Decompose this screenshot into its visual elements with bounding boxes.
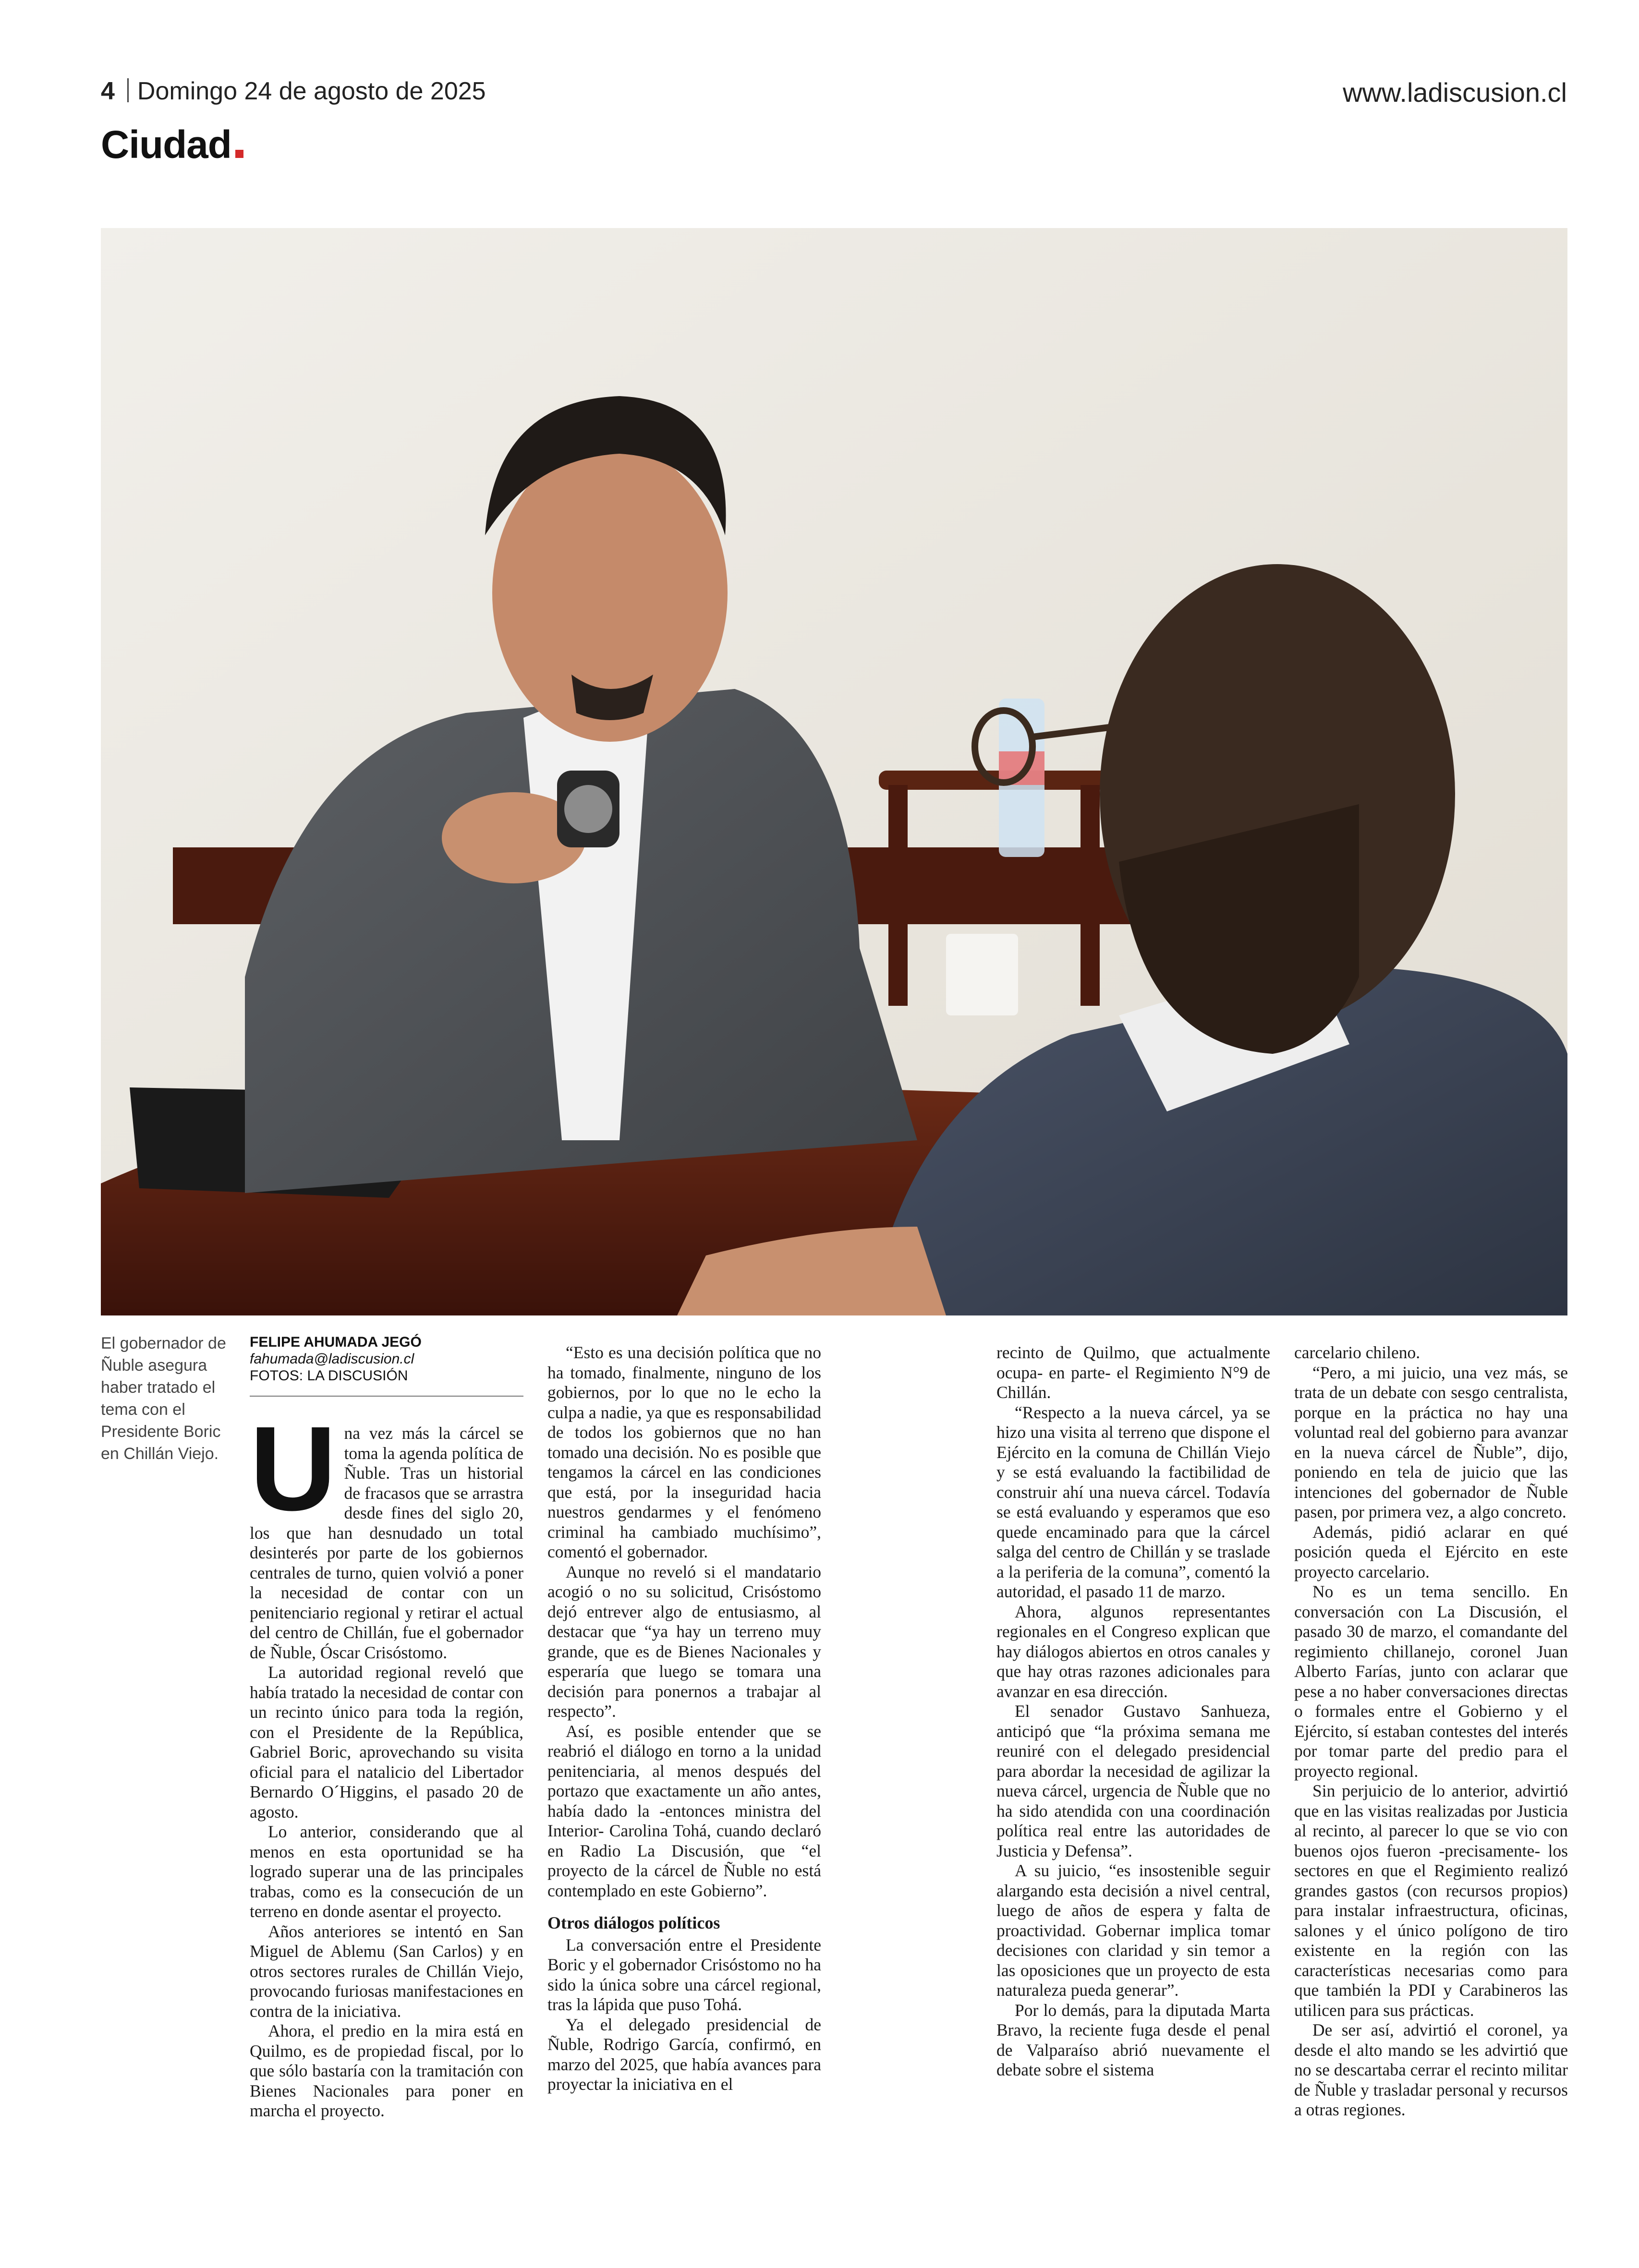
paragraph: La autoridad regional reveló que había tratado la necesidad de contar con un recinto único para toda la región, con el Presidente de la República, Gabriel Boric, aprovechando su visita oficial para el natalicio del Libertador Bernardo O´Higgins, el pasado 20 de agosto. bbox=[250, 1663, 523, 1822]
paragraph: De ser así, advirtió el coronel, ya desde el alto mando se les advirtió que no se descartaba cerrar el recinto militar de Ñuble y trasladar personal y recursos a otras regiones. bbox=[1294, 2020, 1568, 2119]
paragraph-continued: carcelario chileno. bbox=[1294, 1343, 1420, 1362]
drop-cap: U bbox=[250, 1401, 337, 1535]
section-accent-dot bbox=[235, 150, 243, 158]
article-photo bbox=[101, 228, 1567, 1315]
paragraph: Aunque no reveló si el mandatario acogió o no su solicitud, Crisóstomo dejó entrever algo de entusiasmo, al destacar que “ya hay un terreno muy grande, que es de Bienes Nacionales y esperaría que luego se tomara una decisión para ponernos a trabajar al respecto”. bbox=[547, 1562, 821, 1721]
page-folio bbox=[101, 77, 486, 106]
byline bbox=[250, 1334, 523, 1397]
paragraph: Por lo demás, para la diputada Marta Bravo, la reciente fuga desde el penal de Valparaíso abrió nuevamente el debate sobre el sistema bbox=[996, 2000, 1270, 2079]
paragraph: No es un tema sencillo. En conversación con La Discusión, el pasado 30 de marzo, el comandante del regimiento chillanejo, coronel Juan Alberto Farías, junto con aclarar que pese a no haber conversaciones directas o formales entre el Gobierno y el Ejército, sí estaban contestes del interés por tomar parte del predio para el proyecto regional. bbox=[1294, 1582, 1568, 1781]
paragraph: La conversación entre el Presidente Boric y el gobernador Crisóstomo no ha sido la única sobre una cárcel regional, tras la lápida que puso Tohá. bbox=[547, 1935, 821, 2014]
paragraph: A su juicio, “es insostenible seguir alargando esta decisión a nivel central, luego de años de espera y falta de proactividad. Gobernar implica tomar decisiones con claridad y sin temor a las oposiciones que un proyecto de esta naturaleza pueda generar”. bbox=[996, 1861, 1270, 2000]
issue-date: Domingo 24 de agosto de 2025 bbox=[137, 77, 486, 105]
paragraph: Ahora, el predio en la mira está en Quilmo, es de propiedad fiscal, por lo que sólo bastaría con la tramitación con Bienes Nacionales para poner en marcha el proyecto. bbox=[250, 2021, 523, 2120]
paragraph: “Pero, a mi juicio, una vez más, se trata de un debate con sesgo centralista, porque en la práctica no hay una voluntad real del gobierno para avanzar en la nueva cárcel de Ñuble”, dijo, poniendo en tela de juicio que las intenciones del gobernador de Ñuble pasen, por primera vez, a algo concreto. bbox=[1294, 1363, 1568, 1521]
paragraph: “Esto es una decisión política que no ha tomado, finalmente, ninguno de los gobiernos, por lo que no le echo la culpa a nadie, ya que es responsabilidad de todos los gobiernos que no han tomado una decisión. No es posible que tengamos la cárcel en las condiciones que está, por la inseguridad hacia nuestros gendarmes y el fenómeno criminal ha cambiado muchísimo”, comentó el gobernador. bbox=[547, 1343, 821, 1561]
paragraph: Sin perjuicio de lo anterior, advirtió que en las visitas realizadas por Justicia al recinto, al parecer lo que se vio con buenos ojos fueron -precisamente- los sectores en que el Regimiento realizó grandes gastos (con recursos propios) para instalar infraestructura, oficinas, salones y el único polígono de tiro existente en la región con las características necesarias como para que también la PDI y Carabineros las utilicen para sus prácticas. bbox=[1294, 1781, 1568, 2020]
author-email[interactable]: fahumada@ladiscusion.cl bbox=[250, 1351, 414, 1367]
paragraph: El senador Gustavo Sanhueza, anticipó que “la próxima semana me reuniré con el delegado presidencial para abordar la necesidad de agilizar la nueva cárcel, urgencia de Ñuble que no ha sido atendida con una coordinación política real entre las autoridades de Justicia y Defensa”. bbox=[996, 1701, 1270, 1860]
photo-credit: FOTOS: LA DISCUSIÓN bbox=[250, 1368, 408, 1384]
paragraph-continued: recinto de Quilmo, que actualmente ocupa- en parte- el Regimiento N°9 de Chillán. bbox=[996, 1343, 1270, 1402]
paragraph: na vez más la cárcel se toma la agenda política de Ñuble. Tras un historial de fracasos que se arrastra desde fines del siglo 20, los que han desnudado un total desinterés por parte de los gobiernos centrales de turno, quien volvió a poner la necesidad de contar con un penitenciario regional y retirar el actual del centro de Chillán, fue el gobernador de Ñuble, Óscar Crisóstomo. bbox=[250, 1424, 523, 1662]
paragraph: Además, pidió aclarar en qué posición queda el Ejército en este proyecto carcelario. bbox=[1294, 1522, 1568, 1581]
paragraph: Ya el delegado presidencial de Ñuble, Rodrigo García, confirmó, en marzo del 2025, que había avances para proyectar la iniciativa en el bbox=[547, 2015, 821, 2094]
paragraph: Lo anterior, considerando que al menos en esta oportunidad se ha logrado superar una de las principales trabas, como es la consecución de un terreno en donde asentar el proyecto. bbox=[250, 1822, 523, 1921]
paragraph: Así, es posible entender que se reabrió el diálogo en torno a la unidad penitenciaria, al menos después del portazo que exactamente un año antes, había dado la -entonces ministra del Interior- Carolina Tohá, cuando declaró en Radio La Discusión, que “el proyecto de la cárcel de Ñuble no está contemplado en este Gobierno”. bbox=[547, 1721, 821, 1900]
article-column-4 bbox=[1294, 1343, 1568, 2120]
paragraph: Ahora, algunos representantes regionales en el Congreso explican que hay diálogos abiertos en otros canales y que hay otras razones adicionales para avanzar en esa dirección. bbox=[996, 1602, 1270, 1701]
section-name: Ciudad bbox=[101, 123, 231, 167]
website-url[interactable]: www.ladiscusion.cl bbox=[1343, 77, 1567, 108]
folio-divider bbox=[127, 78, 129, 102]
article-subheading: Otros diálogos políticos bbox=[547, 1913, 720, 1932]
article-column-1 bbox=[250, 1401, 523, 2121]
section-title bbox=[101, 122, 243, 168]
article-column-2 bbox=[547, 1343, 821, 2095]
author-name: FELIPE AHUMADA JEGÓ bbox=[250, 1334, 422, 1350]
paragraph: Años anteriores se intentó en San Miguel de Ablemu (San Carlos) y en otros sectores rurales de Chillán Viejo, provocando furiosas manifestaciones en contra de la iniciativa. bbox=[250, 1921, 523, 2021]
paragraph: “Respecto a la nueva cárcel, ya se hizo una visita al terreno que dispone el Ejército en la comuna de Chillán Viejo y se está evaluando la factibilidad de construir ahí una nueva cárcel. Todavía se está evaluando y esperamos que eso quede encaminado para que la cárcel salga del centro de Chillán y se traslade a la periferia de la comuna”, comentó la autoridad, el pasado 11 de marzo. bbox=[996, 1402, 1270, 1601]
page-number: 4 bbox=[101, 77, 115, 105]
photo-illustration bbox=[101, 228, 1567, 1315]
photo-caption: El gobernador de Ñuble asegura haber tratado el tema con el Presidente Boric en Chillán Viejo. bbox=[101, 1334, 226, 1463]
article-column-3 bbox=[996, 1343, 1270, 2080]
